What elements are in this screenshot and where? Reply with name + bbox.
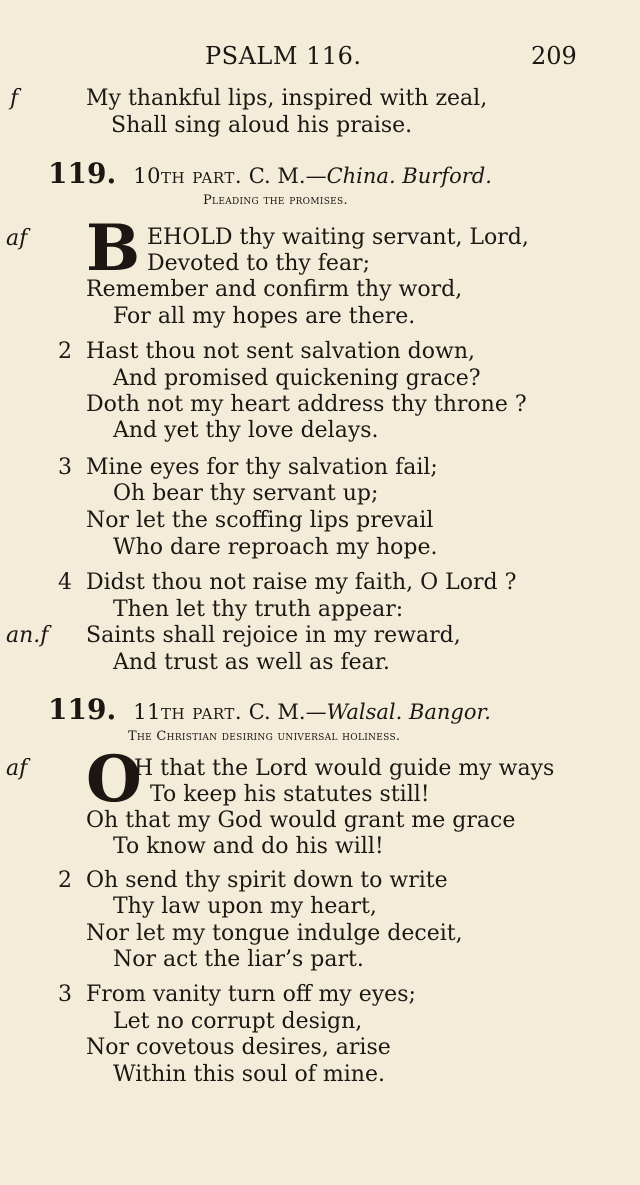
hymn-heading bbox=[48, 693, 491, 726]
running-head-title: PSALM 116. bbox=[205, 42, 362, 70]
drop-cap: O bbox=[86, 742, 142, 817]
verse-line: H that the Lord would guide my ways bbox=[134, 756, 555, 781]
verse-number: 2 bbox=[58, 339, 72, 364]
verse-number: 4 bbox=[58, 570, 72, 595]
hymn-tunes: Walsal. Bangor. bbox=[326, 700, 491, 724]
dynamic-marking: af bbox=[6, 756, 28, 781]
hymn-meter: C. M.— bbox=[248, 700, 327, 724]
verse-line: Within this soul of mine. bbox=[113, 1062, 385, 1087]
verse-line: For all my hopes are there. bbox=[113, 304, 416, 329]
verse-number: 3 bbox=[58, 455, 72, 480]
verse-line: Shall sing aloud his praise. bbox=[111, 113, 413, 138]
verse-line: Thy law upon my heart, bbox=[113, 894, 377, 919]
verse-line: Devoted to thy fear; bbox=[147, 251, 370, 276]
verse-line: And promised quickening grace? bbox=[113, 366, 481, 391]
verse-line: Oh send thy spirit down to write bbox=[86, 868, 448, 893]
verse-line: Didst thou not raise my faith, O Lord ? bbox=[86, 570, 517, 595]
hymn-number: 119. bbox=[48, 157, 117, 190]
verse-line: Remember and confirm thy word, bbox=[86, 277, 463, 302]
hymn-meter: C. M.— bbox=[248, 164, 327, 188]
verse-number: 3 bbox=[58, 982, 72, 1007]
verse-line: To know and do his will! bbox=[113, 834, 384, 859]
hymn-subtitle: Pleading the promises. bbox=[203, 193, 348, 208]
verse-line: Oh that my God would grant me grace bbox=[86, 808, 516, 833]
hymn-part: 10th part. bbox=[133, 164, 243, 188]
dynamic-marking: af bbox=[6, 226, 28, 251]
verse-line: Nor let my tongue indulge deceit, bbox=[86, 921, 463, 946]
verse-line: EHOLD thy waiting servant, Lord, bbox=[147, 225, 529, 250]
hymn-part: 11th part. bbox=[133, 700, 243, 724]
verse-line: From vanity turn off my eyes; bbox=[86, 982, 416, 1007]
verse-line: And yet thy love delays. bbox=[113, 418, 379, 443]
verse-line: My thankful lips, inspired with zeal, bbox=[86, 86, 488, 111]
verse-line: And trust as well as fear. bbox=[113, 650, 390, 675]
verse-line: Who dare reproach my hope. bbox=[113, 535, 438, 560]
verse-number: 2 bbox=[58, 868, 72, 893]
verse-line: To keep his statutes still! bbox=[150, 782, 430, 807]
verse-line: Nor let the scoffing lips prevail bbox=[86, 508, 434, 533]
hymn-number: 119. bbox=[48, 693, 117, 726]
verse-line: Nor covetous desires, arise bbox=[86, 1035, 391, 1060]
verse-line: Mine eyes for thy salvation fail; bbox=[86, 455, 438, 480]
verse-line: Saints shall rejoice in my reward, bbox=[86, 623, 461, 648]
dynamic-marking: an.f bbox=[6, 623, 49, 648]
dynamic-marking: f bbox=[10, 86, 19, 111]
verse-line: Nor act the liar’s part. bbox=[113, 947, 364, 972]
drop-cap: B bbox=[86, 211, 141, 286]
hymn-tunes: China. Burford. bbox=[326, 164, 492, 188]
verse-line: Hast thou not sent salvation down, bbox=[86, 339, 475, 364]
hymn-heading bbox=[48, 157, 492, 190]
page-number: 209 bbox=[531, 42, 577, 70]
verse-line: Then let thy truth appear: bbox=[113, 597, 404, 622]
verse-line: Let no corrupt design, bbox=[113, 1009, 363, 1034]
verse-line: Doth not my heart address thy throne ? bbox=[86, 392, 527, 417]
hymn-subtitle: The Christian desiring universal holiness. bbox=[128, 729, 401, 744]
verse-line: Oh bear thy servant up; bbox=[113, 481, 379, 506]
